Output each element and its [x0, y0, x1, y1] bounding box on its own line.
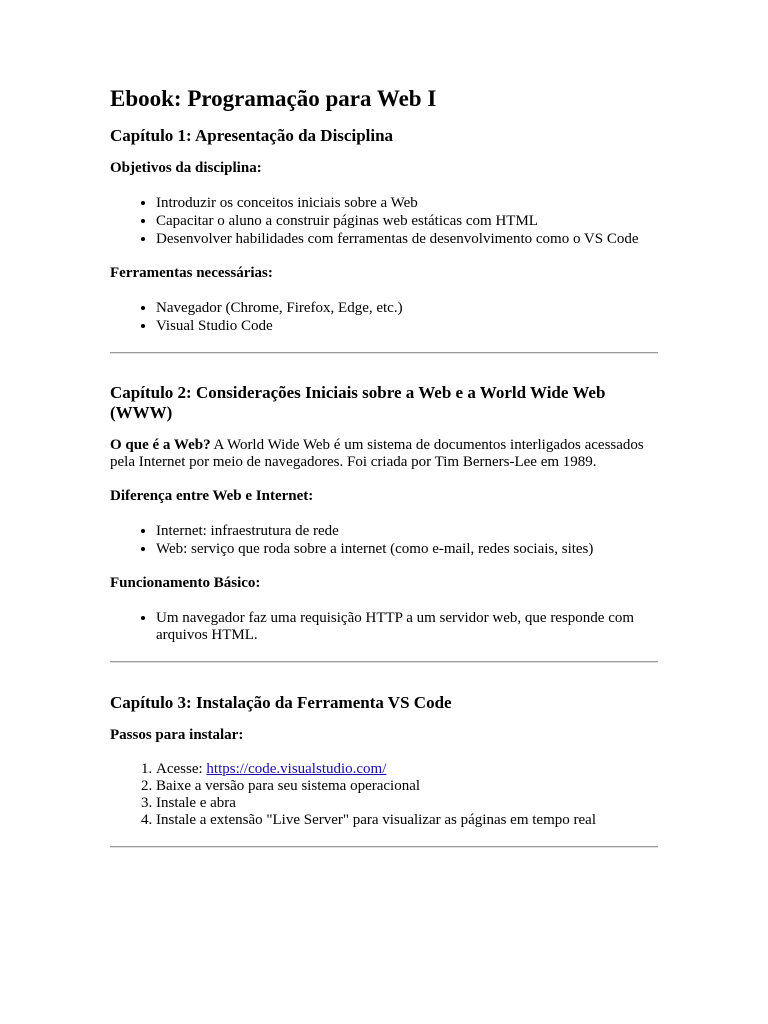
document-content	[110, 86, 658, 848]
section-divider	[110, 846, 658, 848]
list-item: 4. Instale a extensão "Live Server" para visualizar as páginas em tempo real	[156, 812, 658, 829]
basic-operation-label: Funcionamento Básico:	[110, 575, 261, 591]
document-title: Ebook: Programação para Web I	[110, 86, 437, 111]
list-item: • Visual Studio Code	[156, 317, 658, 335]
difference-label: Diferença entre Web e Internet:	[110, 488, 314, 504]
list-item: • Introduzir os conceitos iniciais sobre a Web	[156, 194, 658, 212]
list-item: 2. Baixe a versão para seu sistema operacional	[156, 778, 658, 795]
section-divider	[110, 661, 658, 663]
list-item	[156, 761, 658, 778]
objectives-label: Objetivos da disciplina:	[110, 160, 262, 176]
difference-list	[110, 522, 658, 558]
list-item: • Capacitar o aluno a construir páginas web estáticas com HTML	[156, 212, 658, 230]
tools-list	[110, 299, 658, 335]
what-is-web-label: O que é a Web?	[110, 437, 211, 453]
chapter-3-heading: Capítulo 3: Instalação da Ferramenta VS Code	[110, 693, 452, 712]
list-item: • Navegador (Chrome, Firefox, Edge, etc.)	[156, 299, 658, 317]
basic-operation-list	[110, 609, 658, 644]
section-divider	[110, 352, 658, 354]
install-steps-list	[110, 761, 658, 829]
list-item: • Desenvolver habilidades com ferramentas de desenvolvimento como o VS Code	[156, 230, 658, 248]
list-item: • Um navegador faz uma requisição HTTP a um servidor web, que responde com arquivos HTML.	[156, 609, 658, 644]
vscode-download-link[interactable]: https://code.visualstudio.com/	[206, 761, 387, 777]
tools-label: Ferramentas necessárias:	[110, 265, 273, 281]
list-item: • Web: serviço que roda sobre a internet (como e-mail, redes sociais, sites)	[156, 540, 658, 558]
list-item: • Internet: infraestrutura de rede	[156, 522, 658, 540]
what-is-web-paragraph	[110, 437, 658, 471]
objectives-list	[110, 194, 658, 248]
chapter-2-heading: Capítulo 2: Considerações Iniciais sobre a Web e a World Wide Web (WWW)	[110, 383, 606, 422]
step-prefix: Acesse:	[156, 761, 207, 777]
chapter-1-heading: Capítulo 1: Apresentação da Disciplina	[110, 126, 394, 145]
what-is-web-text: A World Wide Web é um sistema de documentos interligados acessados pela Internet por meio de navegadores. Foi criada por Tim Berners-Lee em 1989.	[110, 437, 644, 470]
list-item: 3. Instale e abra	[156, 795, 658, 812]
install-steps-label: Passos para instalar:	[110, 727, 244, 743]
